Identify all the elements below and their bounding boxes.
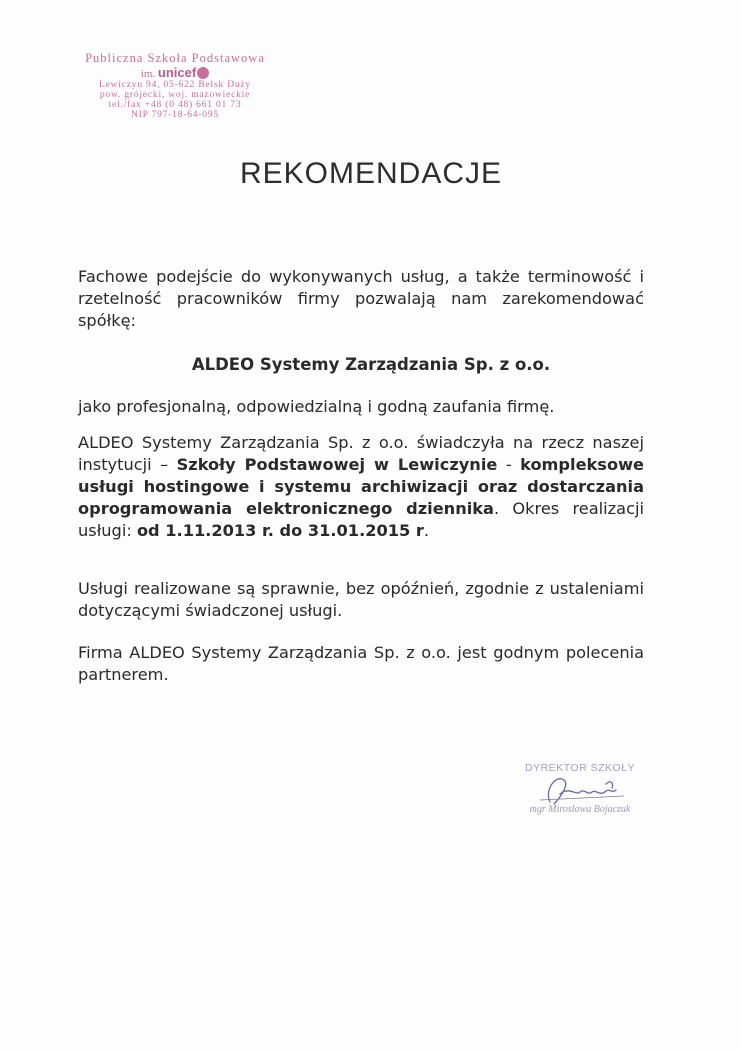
recommended-company: ALDEO Systemy Zarządzania Sp. z o.o. bbox=[191, 355, 551, 374]
services-description: kompleksowe usługi hostingowe i systemu archiwizacji oraz dostarczania oprogramowania elektronicznego dziennika bbox=[78, 455, 644, 518]
stamp-address: Lewiczyn 94, 05-622 Belsk Duży bbox=[99, 79, 251, 90]
service-period: od 1.11.2013 r. do 31.01.2015 r bbox=[136, 521, 424, 540]
signature-block bbox=[500, 762, 660, 815]
document-title: REKOMENDACJE bbox=[239, 157, 503, 190]
signature-role: DYREKTOR SZKOŁY bbox=[525, 762, 635, 774]
stamp-patron-prefix: im. bbox=[140, 68, 156, 81]
stamp-district: pow. grójecki, woj. mazowieckie bbox=[99, 89, 251, 100]
paragraph-quality: Usługi realizowane są sprawnie, bez opóźnień, zgodnie z ustaleniami dotyczącymi świadczonej usługi. bbox=[78, 579, 644, 620]
services-text-1: ALDEO Systemy Zarządzania Sp. z o.o. świadczyła na rzecz naszej instytucji – bbox=[78, 433, 644, 474]
paragraph-services bbox=[78, 432, 644, 542]
school-stamp bbox=[70, 52, 280, 121]
stamp-patron bbox=[70, 66, 280, 81]
unicef-globe-icon bbox=[197, 67, 209, 79]
stamp-phone: tel./fax +48 (0 48) 661 01 73 bbox=[108, 99, 242, 110]
services-dash: - bbox=[497, 455, 521, 474]
school-name: Szkoły Podstawowej w Lewiczynie bbox=[176, 455, 498, 474]
unicef-logo: unicef bbox=[157, 65, 197, 81]
paragraph-partner: Firma ALDEO Systemy Zarządzania Sp. z o.o. jest godnym polecenia partnerem. bbox=[78, 643, 644, 684]
stamp-school-name: Publiczna Szkoła Podstawowa bbox=[85, 51, 265, 65]
paragraph-qualities: jako profesjonalną, odpowiedzialną i godną zaufania firmę. bbox=[78, 397, 555, 416]
signature-name: mgr Mirosława Bojaczuk bbox=[529, 804, 631, 815]
paragraph-intro: Fachowe podejście do wykonywanych usług, a także terminowość i rzetelność pracowników firmy pozwalają nam zarekomendować spółkę: bbox=[78, 267, 644, 330]
services-text-2: . Okres realizacji usługi: bbox=[78, 499, 644, 540]
services-text-end: . bbox=[423, 521, 430, 540]
stamp-nip: NIP 797-18-64-095 bbox=[131, 109, 219, 120]
